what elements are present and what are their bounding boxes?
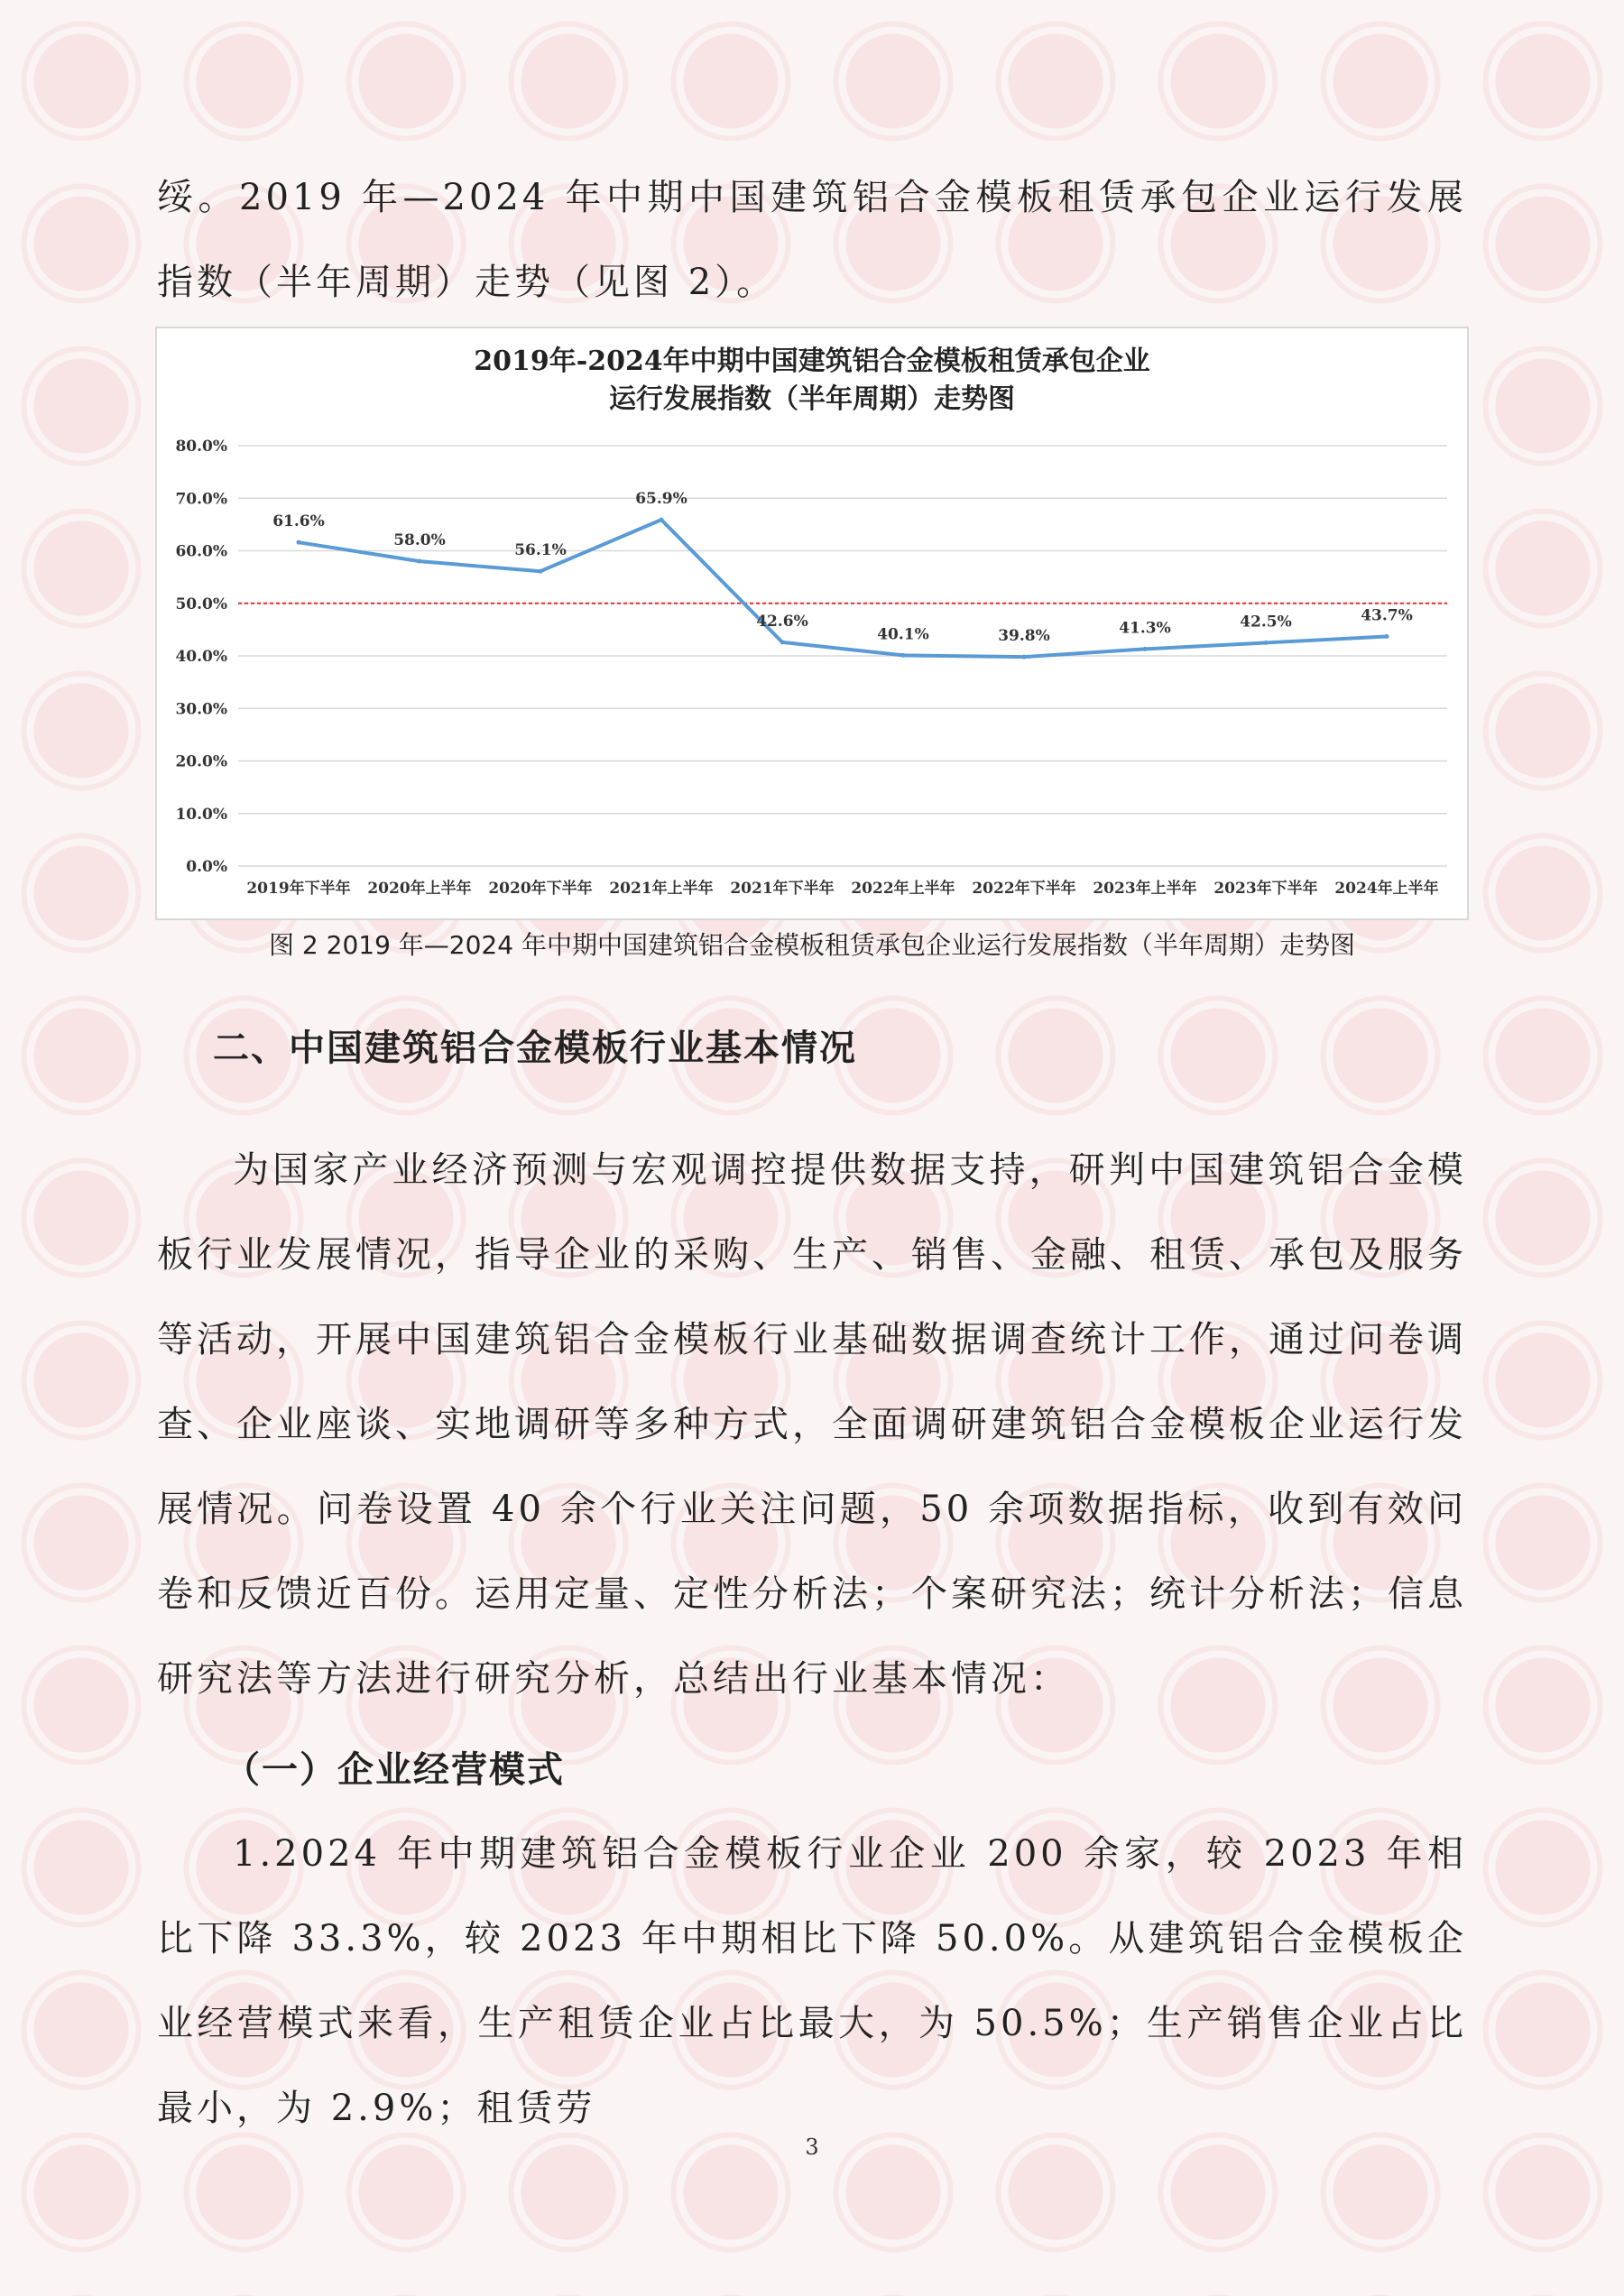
y-tick-label: 30.0%	[175, 700, 227, 719]
data-label: 58.0%	[393, 531, 446, 550]
data-point	[1143, 647, 1148, 651]
data-point	[660, 518, 664, 522]
data-point	[1022, 655, 1027, 659]
x-tick-label: 2020年下半年	[488, 880, 593, 898]
subsection-paragraph: 1.2024 年中期建筑铝合金模板行业企业 200 余家，较 2023 年相比下降 33.3%，较 2023 年中期相比下降 50.0%。从建筑铝合金模板企业经营模式来看，生产租赁企业占比最大，为 50.5%；生产销售企业占比最小，为 2.9%；租赁劳	[157, 1833, 1467, 2129]
data-point	[901, 653, 906, 658]
data-point	[1264, 641, 1269, 645]
x-tick-label: 2019年下半年	[246, 880, 351, 898]
x-tick-label: 2024年上半年	[1334, 880, 1439, 898]
y-tick-label: 70.0%	[175, 490, 227, 509]
data-label: 56.1%	[514, 541, 567, 560]
chart-plot	[157, 328, 1467, 918]
data-label: 65.9%	[635, 490, 687, 509]
data-label: 43.7%	[1361, 606, 1413, 625]
x-tick-label: 2023年上半年	[1093, 880, 1197, 898]
data-label: 61.6%	[272, 512, 325, 531]
data-point	[418, 559, 422, 564]
section-heading: 二、中国建筑铝合金模板行业基本情况	[213, 1028, 857, 1069]
figure-caption: 图 2 2019 年—2024 年中期中国建筑铝合金模板租赁承包企业运行发展指数（半年周期）走势图	[269, 930, 1355, 960]
y-tick-label: 40.0%	[175, 648, 227, 666]
y-tick-label: 0.0%	[186, 858, 227, 876]
chart-title-line2: 运行发展指数（半年周期）走势图	[609, 383, 1015, 415]
data-label: 42.5%	[1240, 613, 1292, 632]
data-point	[539, 569, 543, 574]
series-line	[299, 520, 1387, 657]
x-tick-label: 2023年下半年	[1213, 880, 1318, 898]
x-tick-label: 2021年下半年	[730, 880, 835, 898]
x-tick-label: 2022年下半年	[972, 880, 1076, 898]
y-tick-label: 10.0%	[175, 805, 227, 824]
x-tick-label: 2022年上半年	[851, 880, 955, 898]
data-point	[1385, 634, 1389, 639]
section-paragraph: 为国家产业经济预测与宏观调控提供数据支持，研判中国建筑铝合金模板行业发展情况，指导企业的采购、生产、销售、金融、租赁、承包及服务等活动，开展中国建筑铝合金模板行业基础数据调查统计工作，通过问卷调查、企业座谈、实地调研等多种方式，全面调研建筑铝合金模板企业运行发展情况。问卷设置 40 余个行业关注问题，50 余项数据指标，收到有效问卷和反馈近百份。运用定量、定性分析法；个案研究法；统计分析法；信息研究法等方法进行研究分析，总结出行业基本情况：	[157, 1149, 1467, 1700]
data-label: 42.6%	[756, 612, 808, 631]
y-tick-label: 60.0%	[175, 542, 227, 561]
subsection-heading: （一）企业经营模式	[224, 1749, 565, 1791]
data-label: 40.1%	[877, 625, 929, 644]
x-tick-label: 2021年上半年	[609, 880, 714, 898]
y-tick-label: 20.0%	[175, 752, 227, 771]
y-tick-label: 80.0%	[175, 438, 227, 456]
page-number: 3	[805, 2135, 819, 2160]
data-label: 41.3%	[1119, 619, 1171, 638]
data-point	[780, 640, 785, 644]
data-label: 39.8%	[998, 627, 1050, 646]
line-chart	[155, 327, 1469, 920]
x-tick-label: 2020年上半年	[367, 880, 472, 898]
chart-title-line1: 2019年-2024年中期中国建筑铝合金模板租赁承包企业	[474, 346, 1150, 377]
intro-paragraph: 绥。2019 年—2024 年中期中国建筑铝合金模板租赁承包企业运行发展指数（半年周期）走势（见图 2）。	[157, 177, 1467, 303]
y-tick-label: 50.0%	[175, 595, 227, 613]
data-point	[297, 540, 301, 545]
